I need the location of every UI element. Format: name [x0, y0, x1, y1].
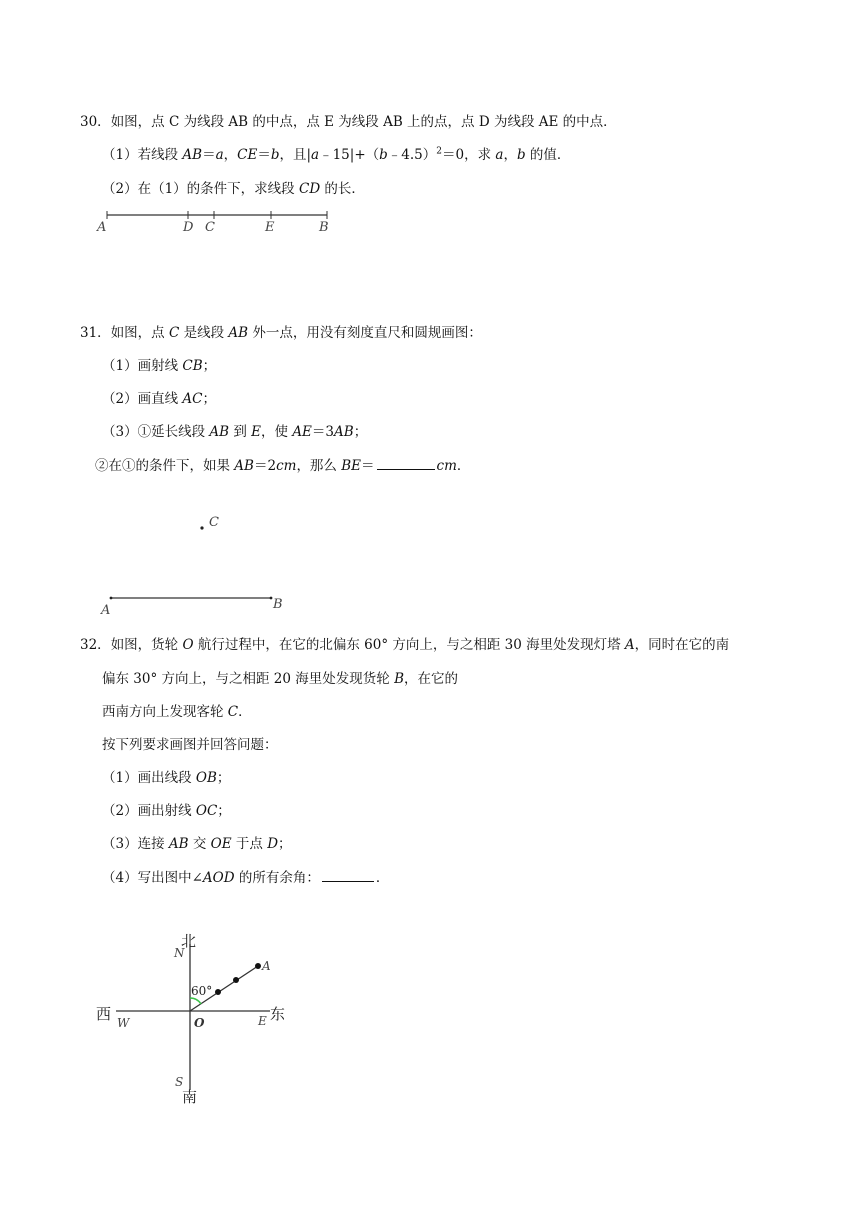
- text: a: [495, 147, 504, 163]
- text: cm: [436, 458, 457, 474]
- text: ；: [216, 770, 231, 786]
- text: 偏东 30° 方向上，与之相距 20 海里处发现货轮: [102, 671, 395, 687]
- text: 外一点，用没有刻度直尺和圆规画图：: [248, 325, 482, 341]
- label-a: A: [97, 220, 107, 235]
- text: BE: [341, 458, 362, 474]
- label-south-en: S: [175, 1075, 184, 1089]
- text: （2）画直线: [102, 391, 183, 407]
- text: ；: [278, 836, 292, 852]
- text: CE: [237, 147, 258, 163]
- text: ，在它的: [403, 671, 458, 687]
- angle-arc: [190, 998, 201, 1004]
- label-c: C: [209, 515, 219, 530]
- text: 的值．: [525, 147, 571, 163]
- text: ﹣15|+（: [319, 147, 380, 163]
- text: OE: [210, 836, 232, 852]
- label-b: B: [273, 597, 283, 612]
- label-e: E: [265, 220, 275, 235]
- text: AE: [292, 424, 312, 440]
- text: ＝: [257, 147, 271, 163]
- text: 如图，点: [110, 325, 169, 341]
- text: CB: [182, 358, 203, 374]
- text: CD: [298, 181, 321, 197]
- q32-number: 32．: [80, 637, 111, 653]
- text: （1）画射线: [102, 358, 183, 374]
- label-d: D: [183, 220, 194, 235]
- label-west-cn: 西: [96, 1005, 112, 1023]
- text: 航行过程中，在它的北偏东 60° 方向上，与之相距 30 海里处发现灯塔: [193, 637, 625, 653]
- text: OB: [195, 770, 217, 786]
- text: E: [251, 424, 262, 440]
- text: b: [379, 147, 388, 163]
- text: ＝3: [311, 424, 335, 440]
- text: 于点: [231, 836, 268, 852]
- superscript: 2: [436, 146, 443, 157]
- point-on-ray: [215, 989, 221, 995]
- point-b: [270, 597, 273, 600]
- q30-segment-figure: [96, 211, 329, 235]
- label-b: B: [319, 220, 329, 235]
- text: （2）画出射线: [102, 803, 196, 819]
- text: ，: [223, 147, 238, 163]
- text: ，那么: [296, 458, 342, 474]
- text: （4）写出图中∠: [102, 870, 203, 886]
- text: ；: [202, 391, 216, 407]
- text: b: [270, 147, 280, 163]
- q32-compass-figure: [96, 932, 285, 1106]
- text: ；: [202, 358, 217, 374]
- text: ＝: [361, 458, 375, 474]
- text: AB: [334, 424, 354, 440]
- text: ＝: [202, 147, 216, 163]
- label-angle: 60°: [191, 984, 213, 998]
- text: （3）①延长线段: [102, 424, 210, 440]
- text: AB: [209, 424, 230, 440]
- text: ；: [353, 424, 368, 440]
- label-east-en: E: [258, 1014, 267, 1028]
- text: B: [394, 671, 404, 687]
- label-south-cn: 南: [182, 1088, 198, 1106]
- label-north-cn: 北: [181, 932, 197, 950]
- text: 的所有余角：: [234, 870, 320, 886]
- text: AB: [168, 836, 189, 852]
- text: （1）画出线段: [102, 770, 196, 786]
- text: C: [168, 325, 180, 341]
- text: ．: [456, 458, 471, 474]
- label-a: A: [262, 959, 271, 973]
- text: O: [182, 637, 194, 653]
- text: 到: [229, 424, 252, 440]
- label-north-en: N: [174, 946, 185, 960]
- label-c: C: [205, 220, 215, 235]
- q31-number: 31．: [80, 325, 111, 341]
- text: cm: [276, 458, 297, 474]
- label-origin: O: [194, 1016, 205, 1030]
- text: 西南方向上发现客轮: [102, 704, 228, 720]
- text: ﹣4.5）: [387, 147, 437, 163]
- text: ；: [217, 803, 231, 819]
- text: AB: [228, 325, 249, 341]
- text: OC: [195, 803, 218, 819]
- label-a: A: [101, 603, 111, 618]
- text: ＝0，求: [442, 147, 496, 163]
- text: AOD: [202, 870, 235, 886]
- point-on-ray: [233, 977, 239, 983]
- text: ，: [503, 147, 517, 163]
- text: ②在①的条件下，如果: [95, 458, 235, 474]
- text: AB: [182, 147, 203, 163]
- text: A: [624, 637, 635, 653]
- label-west-en: W: [117, 1016, 130, 1030]
- text: ，同时在它的南: [634, 637, 730, 653]
- text: 的长．: [320, 181, 365, 197]
- point-a: [110, 597, 113, 600]
- text: （1）若线段: [102, 147, 183, 163]
- q31-figure: [100, 515, 283, 618]
- text: a: [215, 147, 224, 163]
- text: b: [516, 147, 526, 163]
- text: D: [267, 836, 279, 852]
- text: ＝2: [253, 458, 277, 474]
- text: （2）在（1）的条件下，求线段: [102, 181, 299, 197]
- point-c: [200, 526, 203, 529]
- q30-number: 30．: [80, 114, 111, 130]
- text: a: [311, 147, 320, 163]
- text: AC: [182, 391, 203, 407]
- text: ，且|: [279, 147, 312, 163]
- text: ．: [375, 870, 390, 886]
- text: 是线段: [179, 325, 229, 341]
- text: 交: [188, 836, 211, 852]
- text: AB: [234, 458, 254, 474]
- q30-stem-text: 如图，点 C 为线段 AB 的中点，点 E 为线段 AB 上的点，点 D 为线段 AE 的中点．: [110, 114, 617, 130]
- point-a: [255, 963, 261, 969]
- text: 按下列要求画图并回答问题：: [102, 737, 278, 753]
- text: C: [227, 704, 239, 720]
- label-east-cn: 东: [270, 1005, 286, 1023]
- text: ，使: [261, 424, 293, 440]
- text: 如图，货轮: [110, 637, 183, 653]
- text: （3）连接: [102, 836, 169, 852]
- text: ．: [238, 704, 252, 720]
